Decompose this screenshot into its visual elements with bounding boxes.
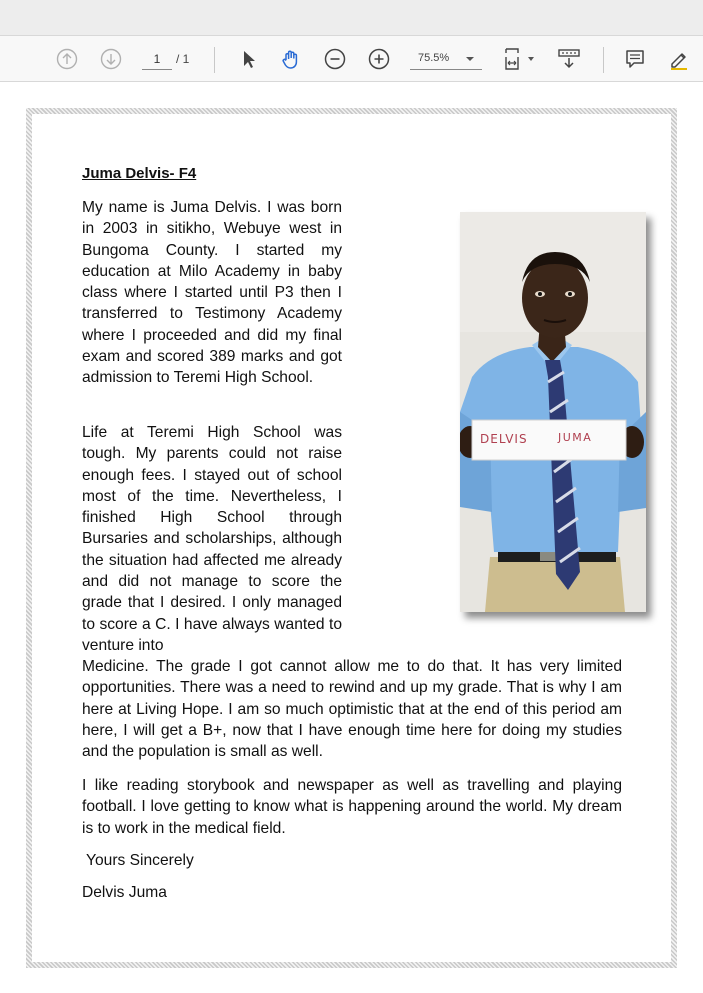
page-total: / 1 [176,52,190,66]
signature-name: Delvis Juma [82,884,167,901]
toolbar-divider [603,47,604,73]
document-title: Juma Delvis- F4 [82,165,197,182]
svg-text:JUMA: JUMA [558,431,593,444]
paragraph-3: I like reading storybook and newspaper as well as travelling and playing football. I love getting to know what is happening around the world. My dream is to work in the medical field. [82,777,622,837]
comment-icon[interactable] [622,46,648,72]
window-top-strip [0,0,703,35]
paragraph-2-continued: Medicine. The grade I got cannot allow me to do that. It has very limited opportunities. There was a need to rewind and up my grade. That is why I am here at Living Hope. I am so much optimistic that at the end of this period am here, I will get a B+, now that I have enough time here for doing my studies and the population is small as well. [82,658,622,761]
cursor-arrow-icon[interactable] [235,46,261,72]
fit-page-icon[interactable] [500,46,526,72]
arrow-down-circle-icon[interactable] [98,46,124,72]
closing-line: Yours Sincerely [86,852,194,869]
plus-circle-icon[interactable] [366,46,392,72]
chevron-down-icon[interactable] [528,57,534,61]
toolbar-divider [214,47,215,73]
paragraph-1: My name is Juma Delvis. I was born in 2003 in sitikho, Webuye west in Bungoma County. I started my education at Milo Academy in baby class where I started until P3 then I transferred to Testimony Academy where I proceeded and did my final exam and scored 389 marks and got admission to Teremi High School. [82,199,342,387]
scroll-mode-icon[interactable] [556,46,582,72]
pen-icon[interactable] [666,46,692,72]
minus-circle-icon[interactable] [322,46,348,72]
hand-pan-icon[interactable] [278,46,304,72]
page-number-input[interactable] [142,48,172,70]
zoom-dropdown[interactable] [410,48,482,70]
pdf-toolbar [0,35,703,82]
chevron-down-icon [466,57,474,61]
student-photo [460,212,646,612]
arrow-up-circle-icon[interactable] [54,46,80,72]
paragraph-2-wrapped: Life at Teremi High School was tough. My parents could not raise enough fees. I stayed out of school most of the time. Nevertheless, I finished High School through Bursaries and scholarships, although the situation had affected me already and did not manage to score the grade that I desired. I only managed to score a C. I have always wanted to venture into [82,424,342,654]
document-viewport[interactable] [0,82,703,993]
zoom-value: 75.5% [418,52,450,64]
svg-text:DELVIS: DELVIS [480,432,528,446]
